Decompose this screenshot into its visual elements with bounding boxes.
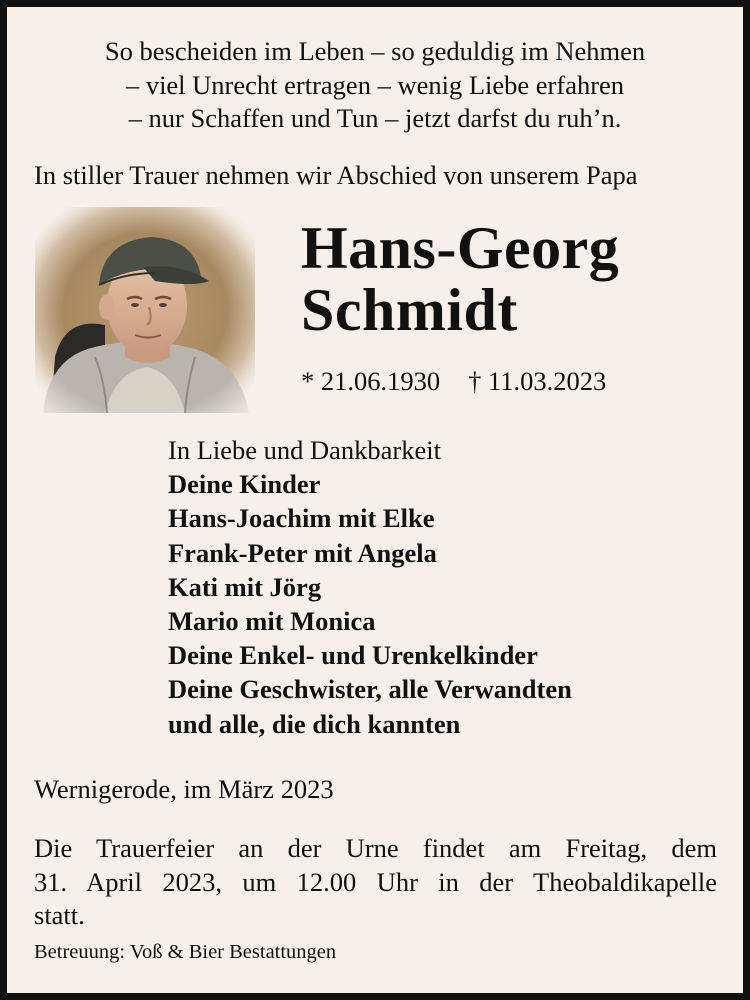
death-date: † 11.03.2023 bbox=[468, 366, 607, 396]
family-line: Mario mit Monica bbox=[168, 606, 376, 637]
ceremony-line: Die Trauerfeier an der Urne findet am Freitag, dem bbox=[34, 833, 717, 863]
portrait-photo bbox=[35, 207, 255, 413]
family-signature bbox=[168, 433, 728, 741]
first-name: Hans-Georg bbox=[301, 215, 620, 281]
family-lead: In Liebe und Dankbarkeit bbox=[168, 435, 441, 465]
intro-text: In stiller Trauer nehmen wir Abschied von unserem Papa bbox=[34, 160, 638, 190]
family-line: und alle, die dich kannten bbox=[168, 708, 461, 739]
poem bbox=[7, 35, 743, 136]
undertaker-credit: Betreuung: Voß & Bier Bestattungen bbox=[34, 941, 337, 963]
obituary-notice bbox=[7, 7, 743, 993]
family-line: Kati mit Jörg bbox=[168, 571, 322, 602]
family-line: Hans-Joachim mit Elke bbox=[168, 503, 435, 534]
poem-line: – nur Schaffen und Tun – jetzt darfst du ruh’n. bbox=[128, 103, 622, 133]
family-line: Deine Enkel- und Urenkelkinder bbox=[168, 640, 538, 671]
ceremony-line: statt. bbox=[34, 900, 85, 930]
deceased-name bbox=[301, 217, 731, 341]
family-line: Deine Kinder bbox=[168, 469, 321, 500]
place-date: Wernigerode, im März 2023 bbox=[34, 774, 334, 804]
family-line: Frank-Peter mit Angela bbox=[168, 537, 437, 568]
last-name: Schmidt bbox=[301, 277, 518, 343]
life-dates bbox=[301, 365, 731, 397]
family-line: Deine Geschwister, alle Verwandten bbox=[168, 674, 572, 705]
ceremony-line: 31. April 2023, um 12.00 Uhr in der Theobaldikapelle bbox=[34, 866, 717, 897]
poem-line: – viel Unrecht ertragen – wenig Liebe erfahren bbox=[125, 69, 625, 100]
ceremony-info bbox=[34, 832, 717, 933]
birth-date: * 21.06.1930 bbox=[301, 366, 441, 396]
poem-line: So bescheiden im Leben – so geduldig im Nehmen bbox=[104, 36, 646, 66]
